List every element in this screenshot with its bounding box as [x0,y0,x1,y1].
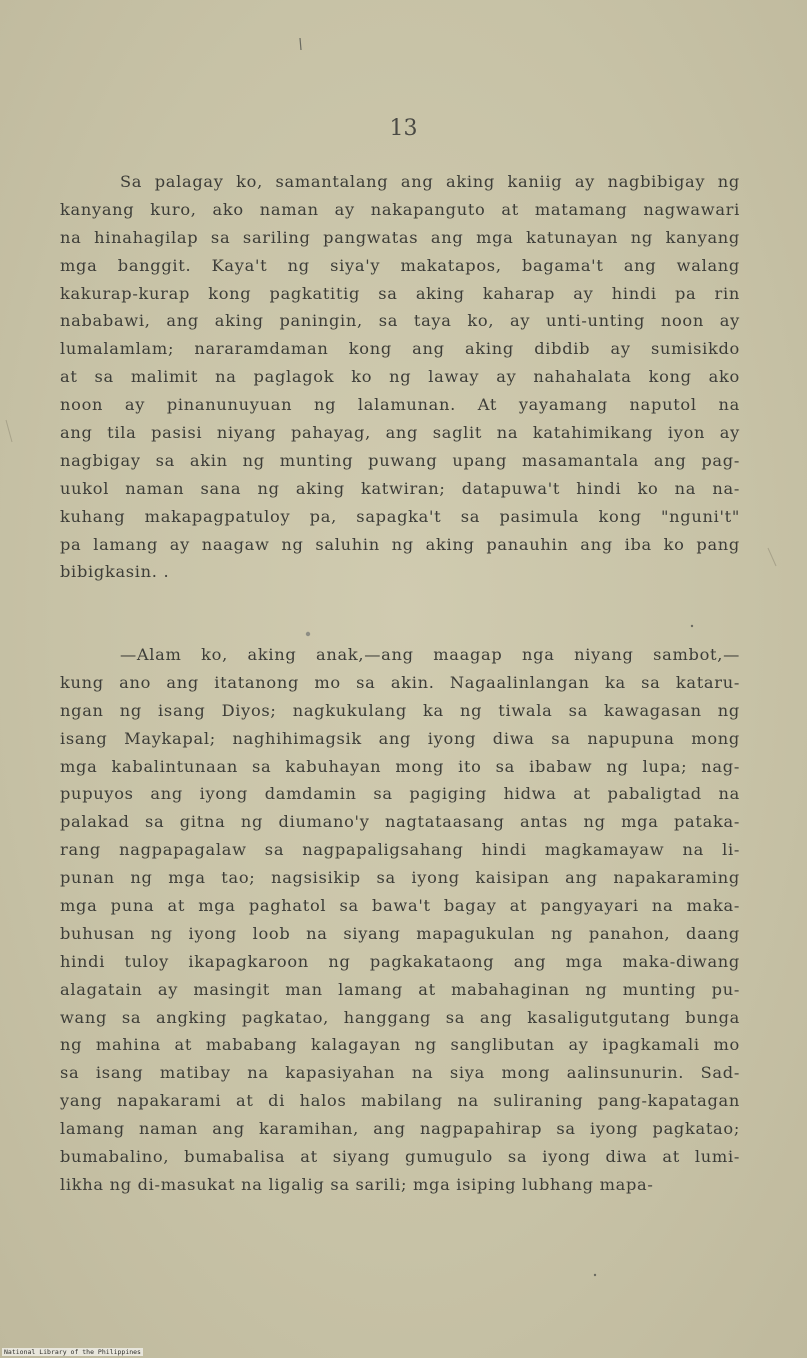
text-line: hindi tuloy ikapagkaroon ng pagkakataong ang mga maka-diwang [60,951,740,971]
speck-mark [300,38,301,50]
text-line: rang nagpapagalaw sa nagpapaligsahang hindi magkamayaw na li- [60,840,740,860]
text-line: lamang naman ang karamihan, ang nagpapahirap sa iyong pagkatao; [60,1119,740,1139]
text-line: —Alam ko, aking anak,—ang maagap nga niyang sambot,— [120,645,740,664]
text-line: wang sa angking pagkatao, hanggang sa ang kasaligutgutang bunga [60,1007,740,1027]
text-line: kanyang kuro, ako naman ay nakapanguto at matamang nagwawari [60,199,740,219]
paragraph-2 [60,641,740,1199]
text-line: ng mahina at mababang kalagayan ng sanglibutan ay ipagkamali mo [60,1035,740,1055]
text-line: nababawi, ang aking paningin, sa taya ko, ay unti-unting noon ay [60,311,740,331]
paragraph-1 [60,168,740,586]
page-number: 13 [389,116,418,141]
text-line: ang tila pasisi niyang pahayag, ang saglit na katahimikang iyon ay [60,423,740,443]
text-line: uukol naman sana ng aking katwiran; datapuwa't hindi ko na na- [60,478,740,498]
speck-mark [691,625,693,627]
text-line: kakurap-kurap kong pagkatitig sa aking kaharap ay hindi pa rin [60,283,740,303]
text-line: pupuyos ang iyong damdamin sa pagiging hidwa at pabaligtad na [60,784,740,804]
text-line: mga kabalintunaan sa kabuhayan mong ito sa ibabaw ng lupa; nag- [60,756,740,776]
text-line: isang Maykapal; naghihimagsik ang iyong diwa sa napupuna mong [60,728,740,748]
text-line: at sa malimit na paglagok ko ng laway ay nahahalata kong ako [60,367,740,387]
speck-mark [6,420,12,442]
text-line: palakad sa gitna ng diumano'y nagtataasang antas ng mga pataka- [60,812,740,832]
text-line: noon ay pinanunuyuan ng lalamunan. At yayamang naputol na [60,395,740,415]
text-line: mga banggit. Kaya't ng siya'y makatapos, bagama't ang walang [60,255,740,275]
text-line: na hinahagilap sa sariling pangwatas ang mga katunayan ng kanyang [60,227,740,247]
text-line: bibigkasin. . [60,562,170,582]
text-line: buhusan ng iyong loob na siyang mapagukulan ng panahon, daang [60,923,740,943]
text-line: yang napakarami at di halos mabilang na suliraning pang-kapatagan [60,1091,740,1111]
text-line: mga puna at mga paghatol sa bawa't bagay at pangyayari na maka- [60,896,740,916]
library-credit: National Library of the Philippines [4,1348,141,1356]
text-line: pa lamang ay naagaw ng saluhin ng aking panauhin ang iba ko pang [60,534,740,554]
text-line: nagbigay sa akin ng munting puwang upang masamantala ang pag- [60,450,740,470]
text-line: kung ano ang itatanong mo sa akin. Nagaalinlangan ka sa kataru- [60,672,740,692]
text-line: ngan ng isang Diyos; nagkukulang ka ng tiwala sa kawagasan ng [60,700,740,720]
speck-mark [768,548,776,566]
text-line: bumabalino, bumabalisa at siyang gumugulo sa iyong diwa at lumi- [60,1147,740,1167]
text-line: kuhang makapagpatuloy pa, sapagka't sa pasimula kong "nguni't" [60,506,740,526]
speck-mark [306,632,310,636]
text-line: Sa palagay ko, samantalang ang aking kaniig ay nagbibigay ng [120,172,740,191]
text-line: sa isang matibay na kapasiyahan na siya mong aalinsunurin. Sad- [60,1063,740,1083]
text-line: likha ng di-masukat na ligalig sa sarili; mga isiping lubhang mapa- [60,1174,654,1194]
text-line: punan ng mga tao; nagsisikip sa iyong kaisipan ang napakaraming [60,868,740,888]
speck-mark [594,1274,596,1276]
text-line: lumalamlam; nararamdaman kong ang aking dibdib ay sumisikdo [60,339,740,359]
text-line: alagatain ay masingit man lamang at mabahaginan ng munting pu- [60,979,740,999]
